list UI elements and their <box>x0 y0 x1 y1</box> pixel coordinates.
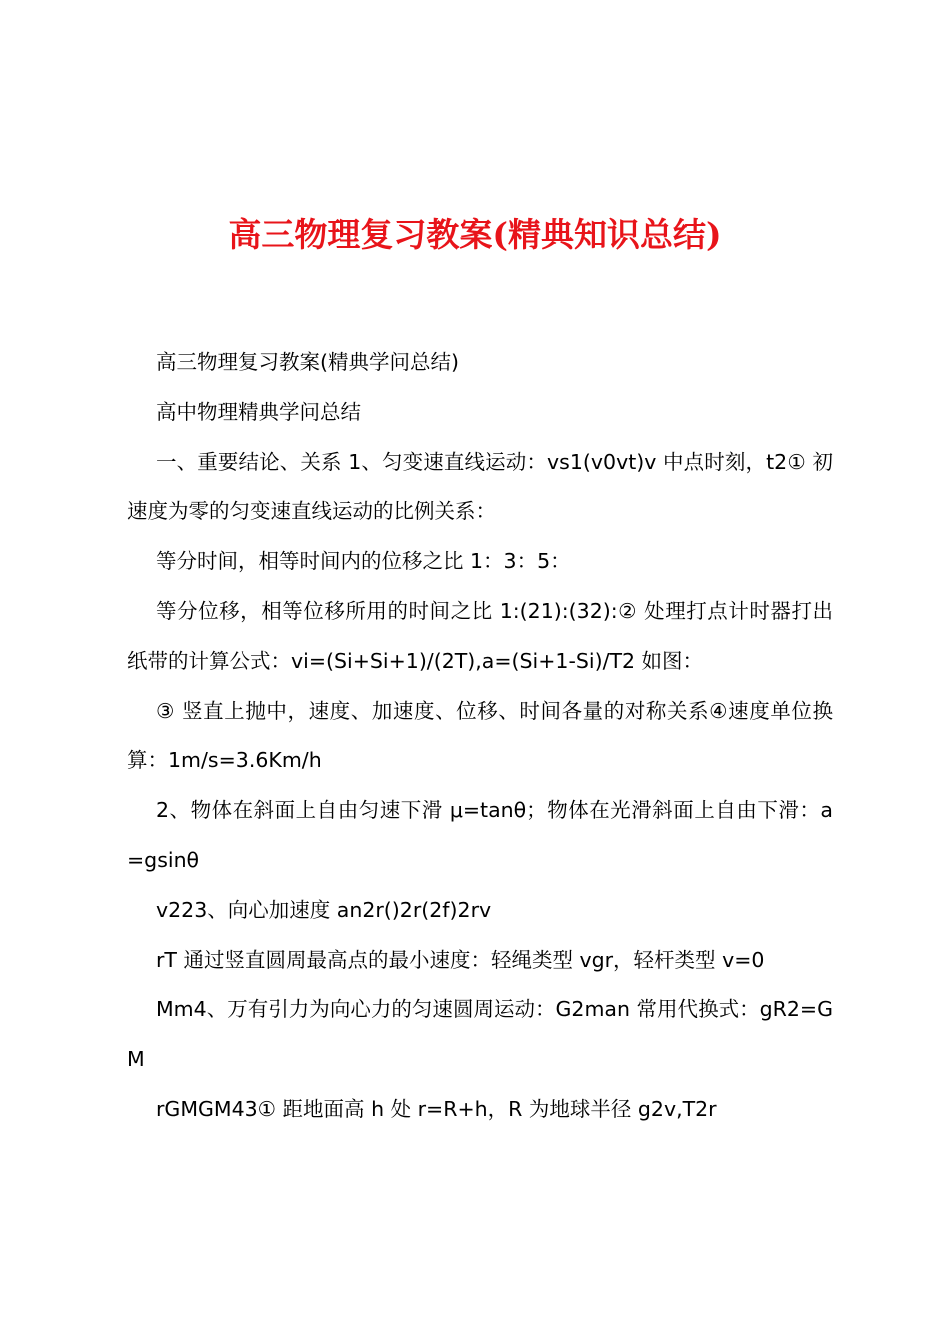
paragraph: 等分时间，相等时间内的位移之比 1：3：5： <box>156 549 571 574</box>
document-title: 高三物理复习教案(精典知识总结) <box>228 215 722 254</box>
paragraph: v223、向心加速度 an2r()2r(2f)2rv <box>156 897 492 922</box>
paragraph: 高三物理复习教案(精典学问总结) <box>156 350 459 374</box>
paragraph: rGMGM43① 距地面高 h 处 r=R+h，R 为地球半径 g2v,T2r <box>156 1096 717 1121</box>
paragraph: Mm4、万有引力为向心力的匀速圆周运动：G2man 常用代换式：gR2=GM <box>127 997 833 1072</box>
paragraph: ③ 竖直上抛中，速度、加速度、位移、时间各量的对称关系④速度单位换算：1m/s=3.6Km/h <box>127 698 833 773</box>
paragraph: 高中物理精典学问总结 <box>156 399 361 424</box>
paragraph: 2、物体在斜面上自由匀速下滑 μ=tanθ；物体在光滑斜面上自由下滑：a=gsinθ <box>127 798 833 872</box>
paragraph: 一、重要结论、关系 1、匀变速直线运动：vs1(v0vt)v 中点时刻，t2① 初速度为零的匀变速直线运动的比例关系： <box>127 449 833 524</box>
document-body <box>127 338 833 1135</box>
paragraph: 等分位移，相等位移所用的时间之比 1:(21):(32):② 处理打点计时器打出纸带的计算公式：vi=(Si+Si+1)/(2T),a=(Si+1-Si)/T2 如图： <box>127 598 833 673</box>
paragraph: rT 通过竖直圆周最高点的最小速度：轻绳类型 vgr，轻杆类型 v=0 <box>156 947 765 972</box>
